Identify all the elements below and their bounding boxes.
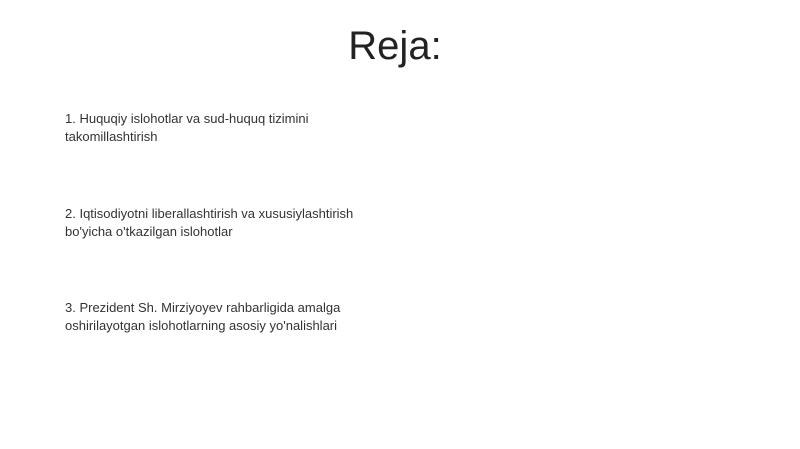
slide-title: Reja: <box>348 24 442 68</box>
agenda-item-1: 1. Huquqiy islohotlar va sud-huquq tizimini takomillashtirish <box>65 111 309 144</box>
agenda-item-3: 3. Prezident Sh. Mirziyoyev rahbarligida amalga oshirilayotgan islohotlarning asosiy yo'nalishlari <box>65 300 341 333</box>
agenda-item-2: 2. Iqtisodiyotni liberallashtirish va xususiylashtirish bo'yicha o'tkazilgan islohotlar <box>65 206 354 239</box>
